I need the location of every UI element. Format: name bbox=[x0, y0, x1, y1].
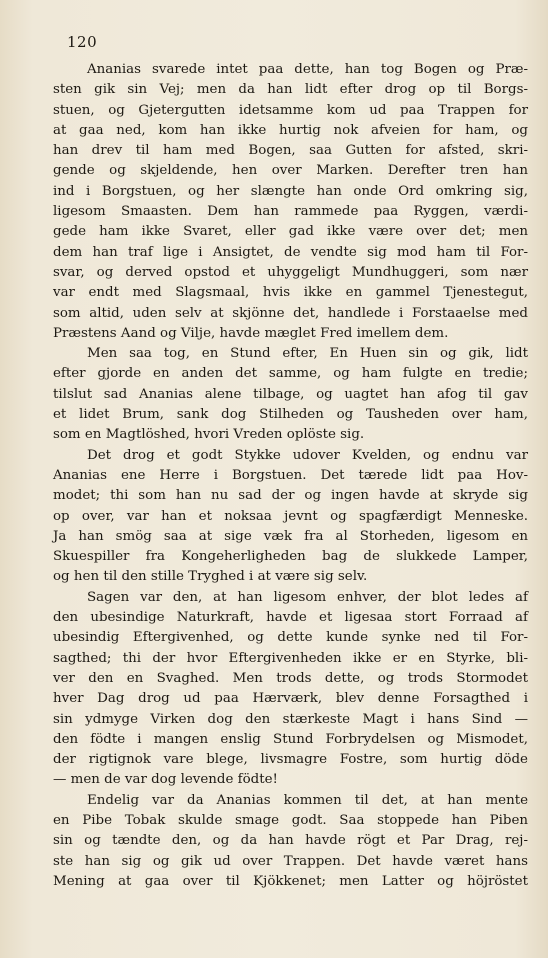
text-line: Skuespiller fra Kongeherligheden bag de slukkede Lamper, bbox=[53, 549, 528, 565]
text-line: svar, og derved opstod et uhyggeligt Mundhuggeri, som nær bbox=[53, 264, 528, 280]
body-text bbox=[53, 60, 528, 892]
text-line: sin og tændte den, og da han havde rögt et Par Drag, rej- bbox=[53, 833, 528, 849]
text-line: Det drog et godt Stykke udover Kvelden, og endnu var bbox=[87, 447, 528, 463]
page-number: 120 bbox=[67, 33, 98, 51]
text-line: og hen til den stille Tryghed i at være sig selv. bbox=[53, 569, 368, 585]
text-line: Sagen var den, at han ligesom enhver, der blot ledes af bbox=[87, 589, 528, 605]
text-line: ste han sig og gik ud over Trappen. Det havde været hans bbox=[53, 853, 528, 869]
text-line: hver Dag drog ud paa Hærværk, blev denne Forsagthed i bbox=[53, 691, 528, 707]
text-line: han drev til ham med Bogen, saa Gutten for afsted, skri- bbox=[53, 143, 528, 159]
text-line: — men de var dog levende födte! bbox=[53, 772, 278, 788]
text-line: Ananias svarede intet paa dette, han tog Bogen og Præ- bbox=[87, 62, 528, 77]
text-line: Mening at gaa over til Kjökkenet; men Latter og höjröstet bbox=[53, 873, 528, 889]
text-line: sagthed; thi der hvor Eftergivenheden ikke er en Styrke, bli- bbox=[53, 650, 528, 666]
text-line: Ja han smög saa at sige væk fra al Storheden, ligesom en bbox=[53, 528, 528, 544]
text-line: Ananias ene Herre i Borgstuen. Det tærede lidt paa Hov- bbox=[53, 467, 528, 483]
text-line: Men saa tog, en Stund efter, En Huen sin og gik, lidt bbox=[87, 346, 528, 362]
text-line: et lidet Brum, sank dog Stilheden og Tausheden over ham, bbox=[53, 407, 528, 423]
text-line: gende og skjeldende, hen over Marken. Derefter tren han bbox=[53, 163, 528, 179]
text-line: dem han traf lige i Ansigtet, de vendte sig mod ham til For- bbox=[53, 244, 528, 260]
text-line: ubesindig Eftergivenhed, og dette kunde synke ned til For- bbox=[53, 630, 528, 646]
text-line: ver den en Svaghed. Men trods dette, og trods Stormodet bbox=[53, 670, 528, 686]
text-line: sin ydmyge Virken dog den stærkeste Magt i hans Sind — bbox=[53, 711, 528, 727]
text-line: Endelig var da Ananias kommen til det, at han mente bbox=[87, 792, 528, 808]
text-line: den ubesindige Naturkraft, havde et ligesaa stort Forraad af bbox=[53, 610, 528, 626]
text-line: stuen, og Gjetergutten idetsamme kom ud paa Trappen for bbox=[53, 102, 528, 118]
text-line: der rigtignok vare blege, livsmagre Fostre, som hurtig döde bbox=[53, 752, 528, 768]
text-line: modet; thi som han nu sad der og ingen havde at skryde sig bbox=[53, 488, 528, 504]
text-line: var endt med Slagsmaal, hvis ikke en gammel Tjenestegut, bbox=[53, 285, 528, 301]
text-line: som en Magtlöshed, hvori Vreden oplöste sig. bbox=[53, 427, 365, 443]
text-line: en Pibe Tobak skulde smage godt. Saa stoppede han Piben bbox=[53, 812, 528, 828]
text-line: som altid, uden selv at skjönne det, handlede i Forstaaelse med bbox=[53, 305, 528, 321]
text-line: Præstens Aand og Vilje, havde mæglet Fred imellem dem. bbox=[53, 325, 449, 341]
text-line: efter gjorde en anden det samme, og ham fulgte en tredie; bbox=[53, 366, 528, 382]
text-line: gede ham ikke Svaret, eller gad ikke være over det; men bbox=[53, 224, 528, 240]
text-line: ind i Borgstuen, og her slængte han onde Ord omkring sig, bbox=[53, 183, 528, 199]
text-line: op over, var han et noksaa jevnt og spagfærdigt Menneske. bbox=[53, 508, 528, 524]
text-line: tilslut sad Ananias alene tilbage, og uagtet han afog til gav bbox=[53, 386, 528, 402]
text-line: at gaa ned, kom han ikke hurtig nok afveien for ham, og bbox=[53, 122, 528, 138]
text-line: den födte i mangen enslig Stund Forbrydelsen og Mismodet, bbox=[53, 731, 528, 747]
text-line: sten gik sin Vej; men da han lidt efter drog op til Borgs- bbox=[53, 82, 528, 98]
text-line: ligesom Smaasten. Dem han rammede paa Ryggen, værdi- bbox=[53, 204, 528, 220]
